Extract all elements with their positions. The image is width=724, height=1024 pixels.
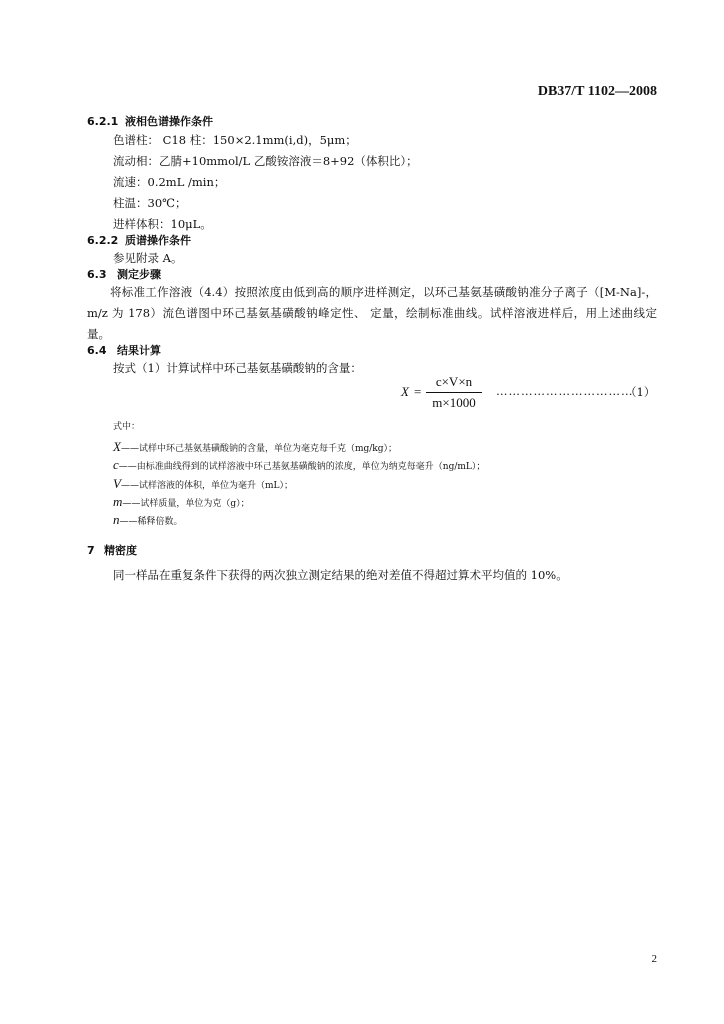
- injection-volume-line: 进样体积：10μL。: [113, 217, 212, 231]
- procedure-paragraph: 将标准工作溶液（4.4）按照浓度由低到高的顺序进样测定，以环己基氨基磺酸钠准分子离子（[M-Na]-，m/z 为 178）流色谱图中环己基氨基磺酸钠峰定性、 定量，绘制标准曲线。试样溶液进样后，用上述曲线定量。: [87, 285, 657, 341]
- where-label: 式中：: [113, 422, 141, 432]
- heading-number: 6.2.1: [87, 115, 119, 128]
- formula-fraction: [426, 374, 482, 411]
- variable-description: ——由标准曲线得到的试样溶液中环己基氨基磺酸钠的浓度，单位为纳克每毫升（ng/mL）；: [118, 462, 486, 472]
- variable-symbol: m: [113, 494, 123, 509]
- formula-equals: =: [414, 384, 422, 399]
- variable-row: [113, 491, 250, 510]
- heading-title: 测定步骤: [117, 268, 161, 281]
- formula-leader-dots: ……………………………: [496, 384, 634, 398]
- heading-number: 6.3: [87, 268, 107, 281]
- calc-intro-text: 按式（1）计算试样中环己基氨基磺酸钠的含量：: [113, 361, 362, 375]
- variable-row: [113, 454, 485, 473]
- heading-number: 6.2.2: [87, 234, 119, 247]
- formula-denominator: m×1000: [432, 395, 476, 410]
- formula-numerator: c×V×n: [435, 374, 473, 389]
- heading-6-4: [87, 342, 161, 358]
- heading-number: 6.4: [87, 344, 107, 357]
- variable-description: ——试样溶液的体积，单位为毫升（mL）；: [120, 481, 293, 491]
- fraction-bar: [426, 392, 482, 393]
- page-number: 2: [651, 953, 657, 965]
- variable-row: [113, 473, 293, 492]
- heading-6-2-2: [87, 232, 191, 248]
- column-line: 色谱柱： C18 柱：150×2.1mm(i,d)，5μm；: [113, 133, 357, 147]
- heading-title: 质谱操作条件: [125, 234, 191, 247]
- document-id-header: DB37/T 1102—2008: [537, 84, 657, 99]
- column-temp-line: 柱温：30℃；: [113, 196, 187, 210]
- variable-description: ——试样质量，单位为克（g）；: [122, 499, 250, 509]
- heading-6-2-1: [87, 113, 213, 129]
- formula-number: （1）: [625, 385, 656, 399]
- ms-conditions-text: 参见附录 A。: [113, 251, 183, 265]
- precision-text: 同一样品在重复条件下获得的两次独立测定结果的绝对差值不得超过算术平均值的 10%。: [113, 568, 568, 582]
- variable-symbol: V: [113, 476, 121, 491]
- variable-row: [113, 509, 183, 528]
- flow-rate-line: 流速：0.2mL /min；: [113, 175, 226, 189]
- heading-number: 7: [87, 544, 95, 557]
- variable-description: ——稀释倍数。: [119, 517, 183, 527]
- variable-symbol: n: [113, 512, 120, 527]
- variable-symbol: c: [113, 457, 119, 472]
- mobile-phase-line: 流动相：乙腈+10mmol/L 乙酸铵溶液＝8+92（体积比）；: [113, 154, 418, 168]
- heading-7: [87, 542, 137, 558]
- heading-title: 精密度: [104, 544, 137, 557]
- variable-row: [113, 436, 397, 455]
- variable-symbol: X: [113, 439, 121, 454]
- heading-title: 结果计算: [117, 344, 161, 357]
- heading-title: 液相色谱操作条件: [125, 115, 213, 128]
- heading-6-3: [87, 266, 161, 282]
- variable-description: ——试样中环己基氨基磺酸钠的含量，单位为毫克每千克（mg/kg）；: [120, 444, 397, 454]
- formula-lhs: X: [401, 384, 409, 399]
